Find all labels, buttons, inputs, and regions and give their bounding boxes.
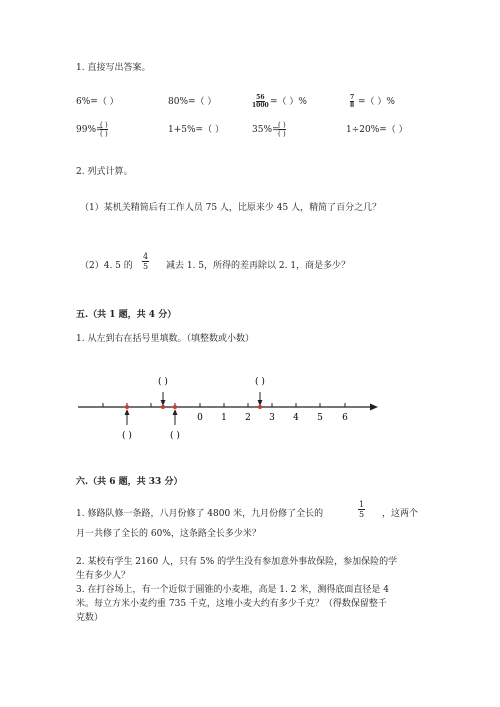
number-line-arrowhead <box>370 404 378 411</box>
fraction-4-5: $\frac{4}{5}$ <box>143 252 149 271</box>
question-2-title: 2. 列式计算。 <box>76 167 133 177</box>
fraction-blank-99: ( ) ( ) <box>100 121 108 138</box>
question-1-title: 1. 直接写出答案。 <box>76 63 151 73</box>
section-6-question-2: 2. 某校有学生 2160 人，只有 5% 的学生没有参加意外事故保险，参加保险的学 <box>76 557 398 567</box>
item-80-percent: 80%=（ ） <box>168 97 217 107</box>
up-arrowhead <box>125 409 130 415</box>
tick-label: 4 <box>293 413 299 423</box>
fraction-7-8: 7 8 <box>350 94 355 109</box>
section-6-question-3-line-3: 克数） <box>76 613 104 623</box>
tick-label: 5 <box>317 413 323 423</box>
section-6-question-1: 1. 修路队修一条路，八月份修了 4800 米，九月份修了全长的 <box>76 509 324 519</box>
tick-label: 1 <box>221 413 227 423</box>
item-6-percent: 6%=（ ） <box>76 97 119 107</box>
item-1-plus-5-percent: 1+5%=（ ） <box>168 125 224 135</box>
question-2-2-start: （2）4. 5 的 <box>80 261 133 271</box>
section-6-question-1-end: ，这两个 <box>382 509 419 519</box>
section-5-question-1: 1. 从左到右在括号里填数。（填整数或小数） <box>76 334 254 344</box>
item-35-percent: 35%= <box>252 125 280 135</box>
question-2-1: （1）某机关精简后有工作人员 75 人，比原来少 45 人，精简了百分之几？ <box>80 203 382 213</box>
section-6-question-2-line-2: 生有多少人？ <box>76 571 131 581</box>
up-arrowhead <box>173 409 178 415</box>
fraction-1-5: $\frac{1}{5}$ <box>359 500 365 519</box>
section-6-question-3: 3. 在打谷场上，有一个近似于圆锥的小麦堆，高是 1. 2 米，测得底面直径是 4 <box>76 585 389 595</box>
item-99-percent: 99%= <box>76 125 104 135</box>
tick-label: 0 <box>197 413 203 423</box>
item-56-1000-blank: =（ ）% <box>270 97 307 107</box>
answer-blank-top: ( ) <box>158 377 168 387</box>
fraction-56-1000: 56 1000 <box>252 94 269 109</box>
section-6-question-3-line-2: 米。每立方米小麦约重 735 千克，这堆小麦大约有多少千克？（得数保留整千 <box>76 599 387 609</box>
fraction-blank-35: ( ) ( ) <box>278 121 286 138</box>
red-point <box>125 405 129 409</box>
down-arrowhead <box>258 400 263 406</box>
section-6-heading: 六.（共 6 题，共 33 分） <box>76 477 183 487</box>
section-6-question-1-line-2: 月一共修了全长的 60%，这条路全长多少米？ <box>76 529 261 539</box>
section-5-heading: 五.（共 1 题，共 4 分） <box>76 310 177 320</box>
down-arrowhead <box>161 400 166 406</box>
question-2-2-end: 减去 1. 5，所得的差再除以 2. 1，商是多少？ <box>166 261 351 271</box>
item-7-8-blank: =（ ）% <box>358 97 395 107</box>
answer-blank-top: ( ) <box>255 377 265 387</box>
number-line <box>0 370 500 450</box>
answer-blank-bottom: ( ) <box>170 431 180 441</box>
red-point <box>173 405 177 409</box>
tick-label: 2 <box>245 413 251 423</box>
tick-label: 6 <box>342 413 348 423</box>
item-1-div-20-percent: 1÷20%=（ ） <box>346 125 408 135</box>
tick-label: 3 <box>269 413 275 423</box>
answer-blank-bottom: ( ) <box>122 431 132 441</box>
